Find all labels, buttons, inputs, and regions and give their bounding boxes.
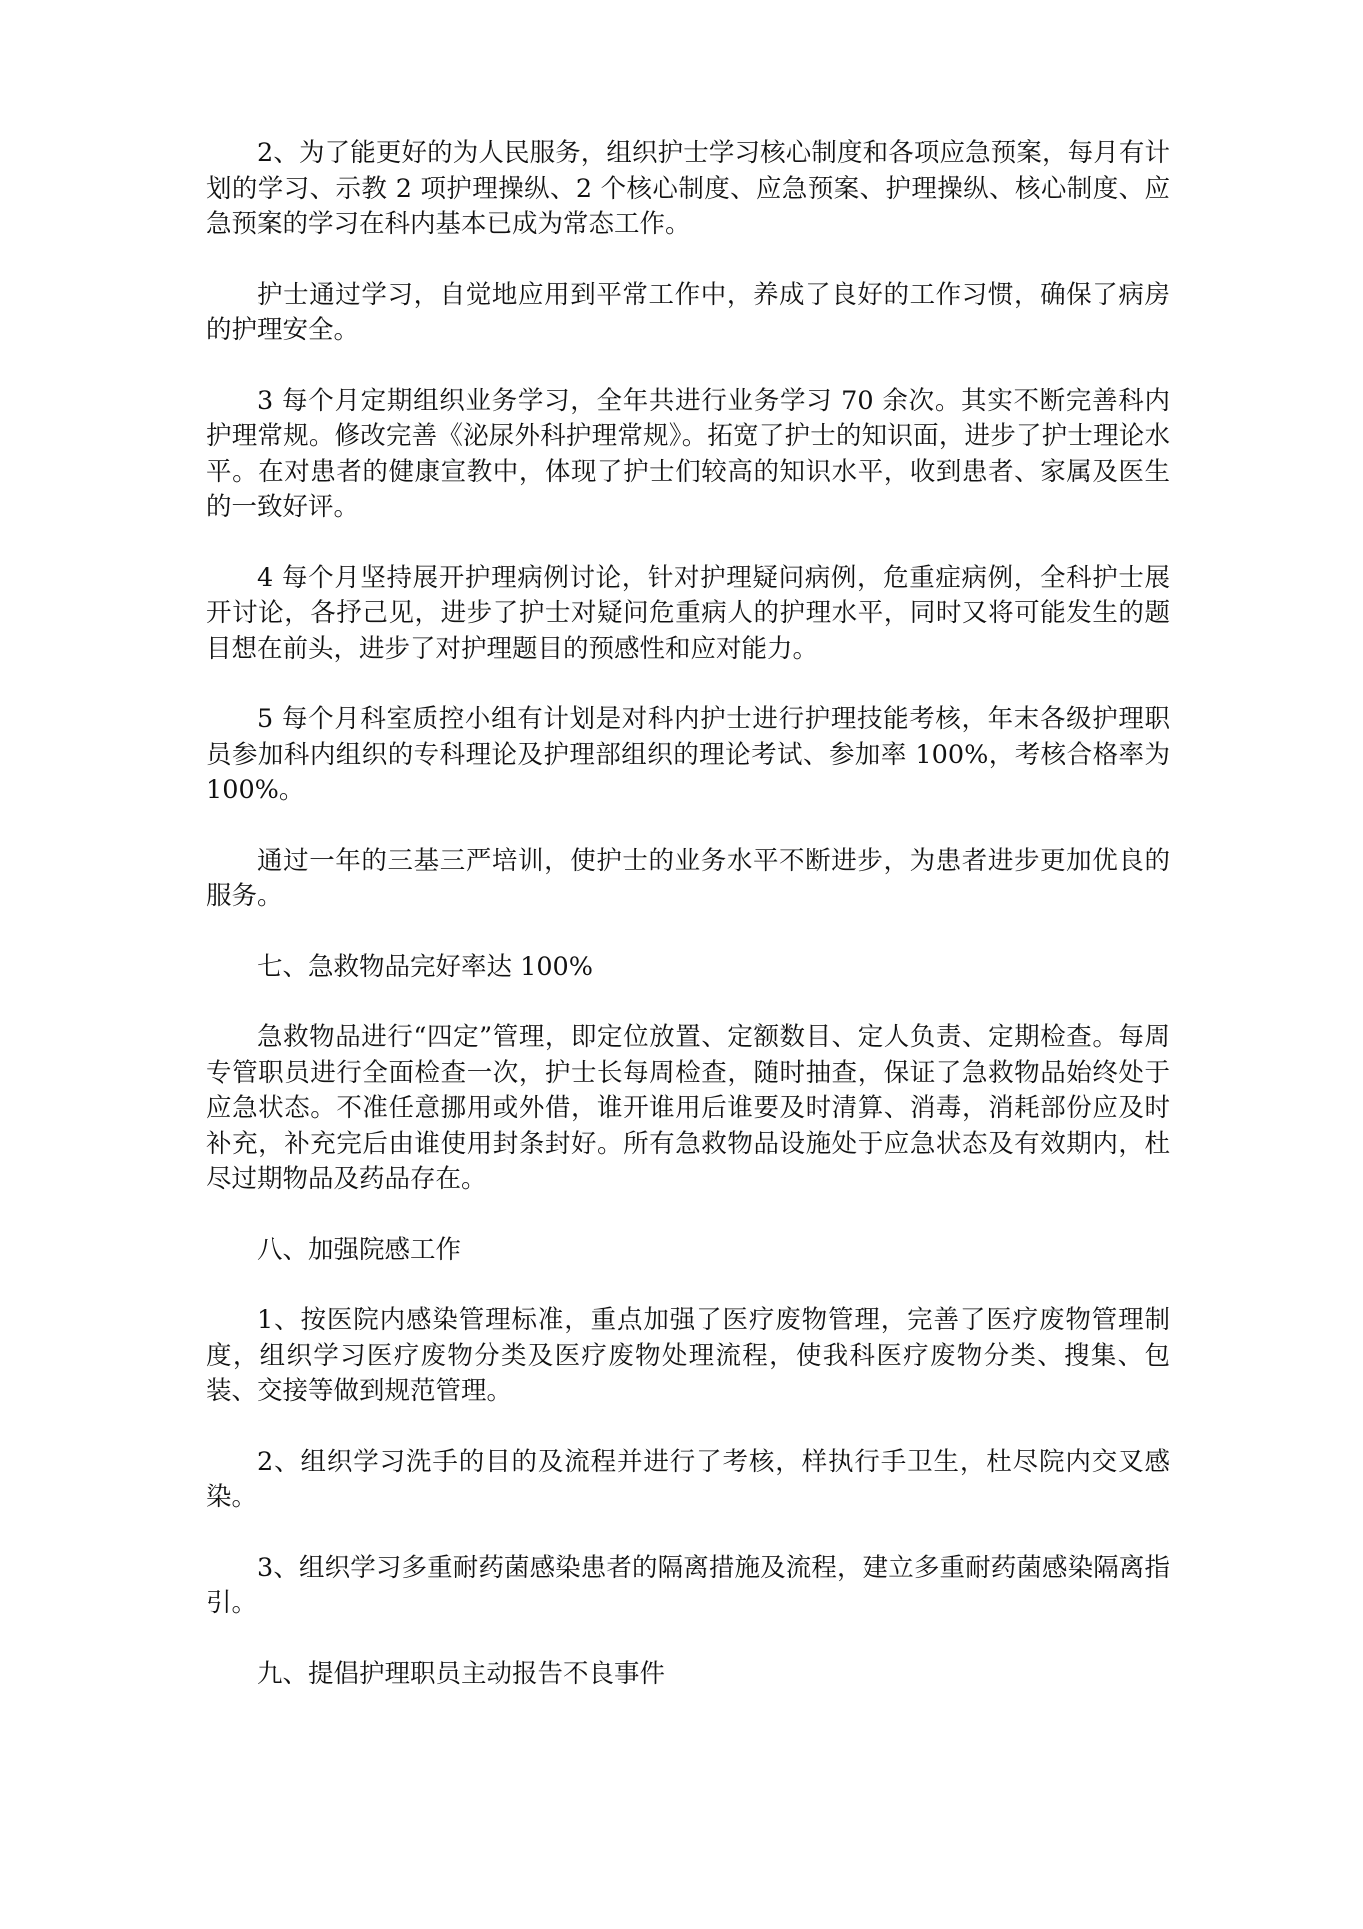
paragraph-business-learning: 3 每个月定期组织业务学习，全年共进行业务学习 70 余次。其实不断完善科内护理常规。修改完善《泌尿外科护理常规》。拓宽了护士的知识面，进步了护士理论水平。在对患者的健康宣教中，体现了护士们较高的知识水平，收到患者、家属及医生的一致好评。	[206, 385, 1170, 522]
section-heading-adverse-events: 九、提倡护理职员主动报告不良事件	[257, 1658, 666, 1689]
paragraph-isolation: 3、组织学习多重耐药菌感染患者的隔离措施及流程，建立多重耐药菌感染隔离指引。	[206, 1552, 1170, 1618]
section-heading-infection-control: 八、加强院感工作	[257, 1234, 462, 1265]
paragraph-case-discussion: 4 每个月坚持展开护理病例讨论，针对护理疑问病例，危重症病例，全科护士展开讨论，各抒己见，进步了护士对疑问危重病人的护理水平，同时又将可能发生的题目想在前头，进步了对护理题目的预感性和应对能力。	[206, 562, 1170, 664]
paragraph-training-result: 通过一年的三基三严培训，使护士的业务水平不断进步，为患者进步更加优良的服务。	[206, 845, 1170, 911]
document-body	[206, 136, 1170, 1727]
paragraph-nursing-study: 2、为了能更好的为人民服务，组织护士学习核心制度和各项应急预案，每月有计划的学习、示教 2 项护理操纵、2 个核心制度、应急预案、护理操纵、核心制度、应急预案的学习在科内基本已成为常态工作。	[206, 138, 1170, 239]
paragraph-emergency-items: 急救物品进行“四定”管理，即定位放置、定额数目、定人负责、定期检查。每周专管职员进行全面检查一次，护士长每周检查，随时抽查，保证了急救物品始终处于应急状态。不准任意挪用或外借，谁开谁用后谁要及时清算、消毒，消耗部份应及时补充，补充完后由谁使用封条封好。所有急救物品设施处于应急状态及有效期内，杜尽过期物品及药品存在。	[206, 1022, 1170, 1194]
paragraph-skill-assessment: 5 每个月科室质控小组有计划是对科内护士进行护理技能考核，年末各级护理职员参加科内组织的专科理论及护理部组织的理论考试、参加率 100%，考核合格率为 100%。	[206, 704, 1170, 805]
section-heading-emergency-items: 七、急救物品完好率达 100%	[257, 951, 594, 982]
paragraph-medical-waste: 1、按医院内感染管理标准，重点加强了医疗废物管理，完善了医疗废物管理制度，组织学习医疗废物分类及医疗废物处理流程，使我科医疗废物分类、搜集、包装、交接等做到规范管理。	[206, 1305, 1170, 1406]
paragraph-hand-hygiene: 2、组织学习洗手的目的及流程并进行了考核，样执行手卫生，杜尽院内交叉感染。	[206, 1446, 1170, 1512]
paragraph-study-habits: 护士通过学习，自觉地应用到平常工作中，养成了良好的工作习惯，确保了病房的护理安全。	[206, 279, 1170, 345]
